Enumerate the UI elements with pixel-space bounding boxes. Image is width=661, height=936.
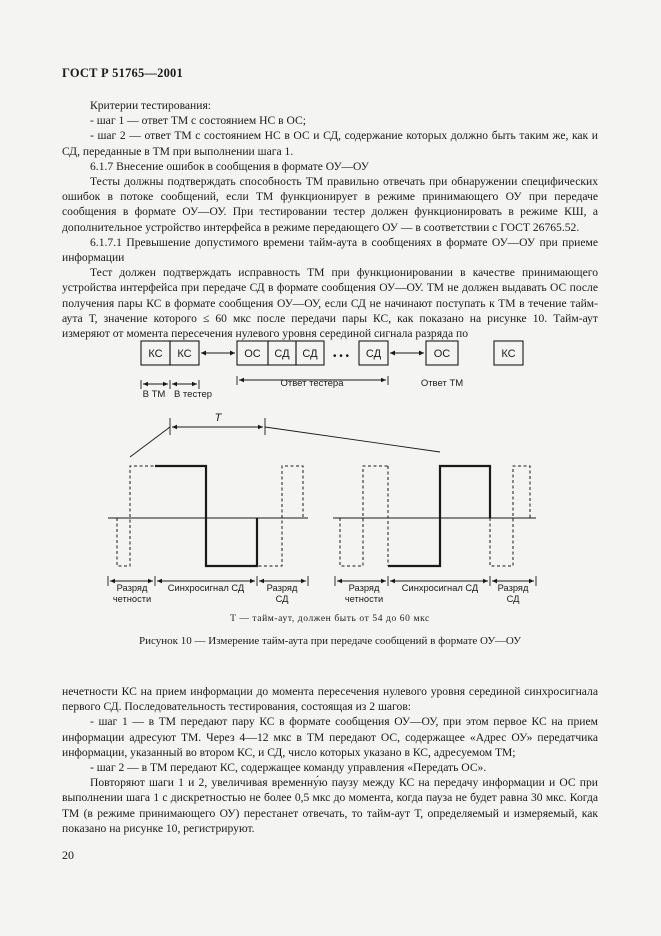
direction-label: Ответ тестера — [280, 378, 344, 389]
paragraph: нечетности КС на прием информации до момента пересечения нулевого уровня серединой синхросигнала первого СД. Последовательность тестирования, состоящая из 2 шагов: — [62, 685, 598, 714]
figure-10-timing-diagram — [0, 320, 661, 610]
timeout-label: T — [214, 412, 222, 424]
segment-label: четности — [112, 594, 152, 604]
ellipsis: • • • — [332, 351, 350, 362]
paragraph: Тест должен подтверждать исправность ТМ при функционировании в качестве принимающего устройства интерфейса при передаче СД в формате сообщения ОУ—ОУ. ТМ не должен выдавать ОС после получения пары КС в формате сообщения ОУ—ОУ, если СД не начинают поступать к ТМ в течение тайм-аута Т, значение которого ≤ 60 мкс после передачи пары КС, как показано на рисунке 10. Тайм-аут измеряют от момента пересечения нулевого уровня серединой сигнала разряда по — [62, 266, 598, 341]
word-label: КС — [501, 348, 516, 360]
segment-label: Разряд — [116, 583, 148, 593]
direction-label: В тестер — [173, 389, 213, 400]
document-header: ГОСТ Р 51765—2001 — [62, 66, 183, 80]
page-number: 20 — [62, 848, 74, 862]
word-label: СД — [365, 348, 382, 360]
segment-label: СД — [506, 594, 520, 604]
word-label: КС — [148, 348, 163, 360]
paragraph: Повторяют шаги 1 и 2, увеличивая временну́ю паузу между КС на передачу информации и ОС при выполнении шага 1 с дискретностью не более 0,5 мкс до момента, когда пауза не будет равна 30 мкс. Когда ТМ (в режиме принимающего ОУ) перестанет отвечать, то тайм-аут Т, определяемый и измеряемый, как показано на рисунке 10, регистрируют. — [62, 776, 598, 835]
segment-label: Синхросигнал СД — [401, 583, 479, 593]
paragraph: Тесты должны подтверждать способность ТМ правильно отвечать при обнаружении специфических ошибок в потоке сообщений, если ТМ функционирует в режиме принимающего ОУ при передаче сообщения в формате ОУ—ОУ. При тестировании тестер должен функционировать в режиме КШ, а дополнительное устройство интерфейса в режиме передающего ОУ — в соответствии с ГОСТ 26765.52. — [62, 175, 598, 234]
direction-label: В ТМ — [142, 389, 166, 400]
segment-label: Синхросигнал СД — [167, 583, 245, 593]
segment-label: СД — [275, 594, 289, 604]
segment-label: Разряд — [266, 583, 298, 593]
bottom-text-block — [62, 684, 598, 836]
word-label: СД — [274, 348, 290, 360]
section-heading: 6.1.7 Внесение ошибок в сообщения в формате ОУ—ОУ — [90, 159, 369, 173]
paragraph: - шаг 1 — ответ ТМ с состоянием НС в ОС; — [90, 114, 306, 128]
top-text-block — [62, 98, 598, 341]
word-label: ОС — [433, 348, 451, 360]
word-label: КС — [177, 348, 192, 360]
section-heading: 6.1.7.1 Превышение допустимого времени тайм-аута в сообщениях в формате ОУ—ОУ при приеме информации — [62, 235, 598, 265]
paragraph: - шаг 2 — ответ ТМ с состоянием НС в ОС и СД, содержание которых должно быть таким же, как и СД, переданные в ТМ при выполнении шага 1. — [62, 129, 598, 158]
direction-label: Ответ ТМ — [420, 378, 464, 389]
segment-label: Разряд — [497, 583, 529, 593]
paragraph: Критерии тестирования: — [90, 99, 211, 112]
figure-note: T — тайм-аут, должен быть от 54 до 60 мкс — [230, 614, 430, 624]
paragraph: - шаг 1 — в ТМ передают пару КС в формате сообщения ОУ—ОУ, при этом первое КС на прием информации адресуют ТМ. Через 4—12 мкс в ТМ передают ОС, содержащее «Адрес ОУ» передатчика информации, указанный во втором КС, и СД, число которых указано в КС, адресуемом ТМ; — [62, 715, 598, 759]
paragraph: - шаг 2 — в ТМ передают КС, содержащее команду управления «Передать ОС». — [90, 761, 487, 775]
segment-label: Разряд — [348, 583, 380, 593]
segment-label: четности — [344, 594, 384, 604]
word-label: СД — [302, 348, 318, 360]
figure-caption: Рисунок 10 — Измерение тайм-аута при передаче сообщений в формате ОУ—ОУ — [139, 635, 521, 647]
word-label: ОС — [244, 348, 261, 360]
